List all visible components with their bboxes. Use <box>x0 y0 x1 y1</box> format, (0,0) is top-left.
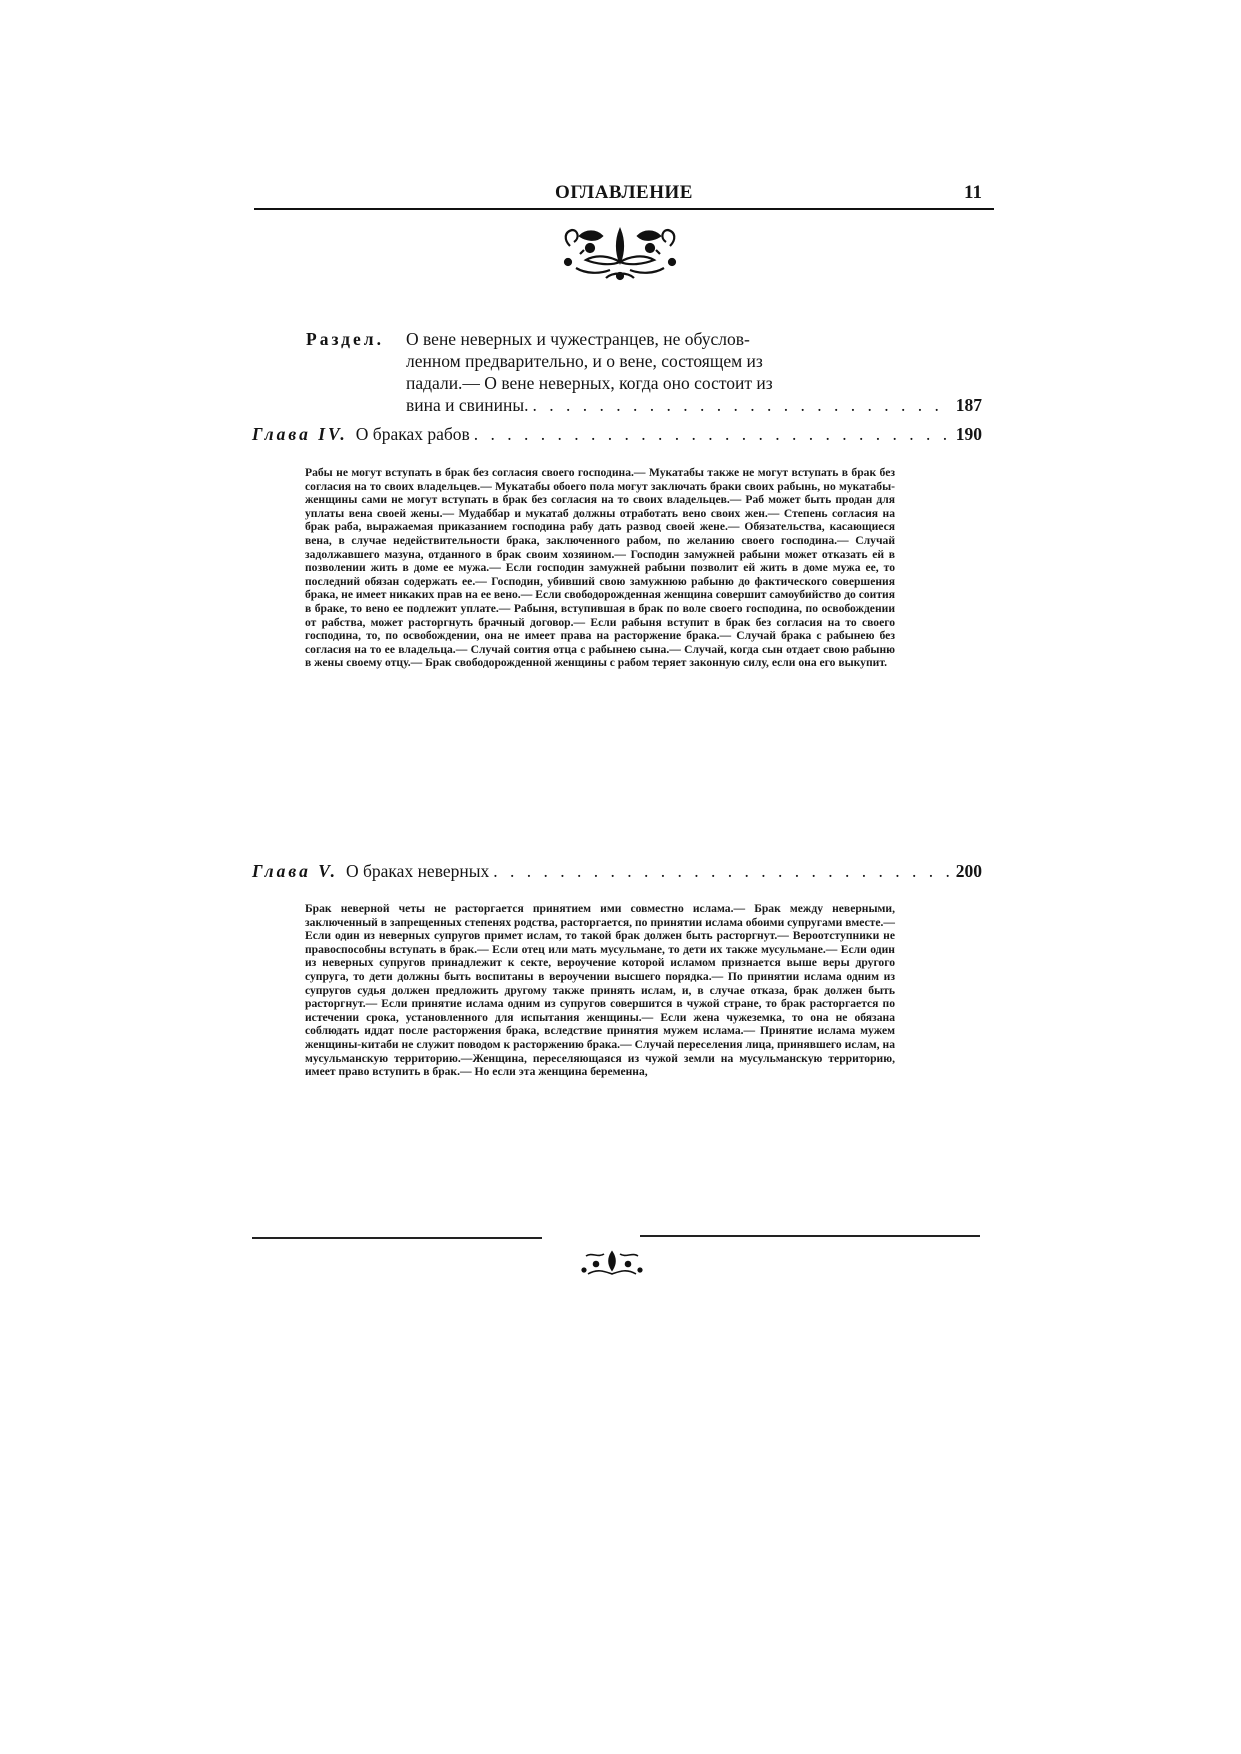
footer-rule-right <box>640 1235 980 1237</box>
section-page-number: 187 <box>955 395 982 415</box>
chapter-5-label: Глава V. <box>252 861 338 881</box>
chapter-4-summary: Рабы не могут вступать в брак без согласия своего господина.— Мукатабы также не могут вступать в брак без согласия на то своих владельцев.— Мукатабы обоего пола могут заключать браки своих рабынь, но мукатабы-женщины сами не могут вступать в брак без согласия на то своих владельцев.— Раб может быть продан для уплаты вена своей жены.— Мудаббар и мукатаб должны отработать вено своих жен.— Степень согласия на брак раба, выражаемая приказанием господина рабу дать развод своей жене.— Обязательства, касающиеся вена, в случае недействительности брака, заключенного рабом, по желанию своего господина.— Случай задолжавшего мазуна, отданного в брак своим хозяином.— Господин замужней рабыни может отказать ей в позволении жить в доме ее мужа.— Если господин замужней рабыни позволит ей жить в доме мужа ее, то последний обязан содержать ее.— Господин, убивший свою замужнюю рабыню до фактического совершения брака, не имеет никаких прав на ее вено.— Если свободорожденная женщина совершит самоубийство до соития в браке, то вено ее подлежит уплате.— Рабыня, вступившая в брак по воле своего господина, по освобождении от рабства, может расторгнуть брачный договор.— Если рабыня вступит в брак без согласия на то своего господина, то, по освобождении, она не имеет права на расторжение брака.— Случай брака с рабынею без согласия на то ее владельца.— Случай соития отца с рабынею сына.— Случай, когда сын отдает свою рабыню в жены своему отцу.— Брак свободорожденной женщины с рабом теряет законную силу, если она его выкупит. <box>305 466 895 670</box>
chapter-4-label: Глава IV. <box>252 424 348 444</box>
section-line: ленном предварительно, и о вене, состоящем из <box>406 351 763 371</box>
section-line: падали.— О вене неверных, когда оно состоит из <box>406 373 773 393</box>
dot-leader <box>533 394 952 416</box>
chapter-4-page-number: 190 <box>955 424 982 444</box>
toc-section-entry[interactable] <box>306 328 982 416</box>
section-line: О вене неверных и чужестранцев, не обуслов- <box>406 329 750 349</box>
dot-leader <box>474 423 952 445</box>
footer-rule-left <box>252 1237 542 1239</box>
floral-ornament-icon <box>556 222 684 284</box>
chapter-5-title: О браках неверных <box>346 861 490 881</box>
page-title: ОГЛАВЛЕНИЕ <box>555 182 693 203</box>
section-line: вина и свинины. <box>406 395 529 415</box>
header-rule <box>254 208 994 210</box>
page-number: 11 <box>964 182 982 203</box>
chapter-4-title: О браках рабов <box>355 424 470 444</box>
tail-ornament-icon <box>578 1248 646 1280</box>
dot-leader <box>493 860 952 882</box>
running-head <box>254 182 994 206</box>
chapter-5-summary: Брак неверной четы не расторгается принятием ими совместно ислама.— Брак между неверными, заключенный в запрещенных степенях родства, расторгается, по принятии ислама обоими супругами вместе.— Если один из неверных супругов примет ислам, то такой брак должен быть расторгнут.— Вероотступники не правоспособны вступать в брак.— Если отец или мать мусульмане, то дети их также мусульмане.— Если один из неверных супругов принадлежит к секте, вероучение которой исламом признается выше веры другого супруга, то дети должны быть воспитаны в вероучении высшего порядка.— По принятии ислама одним из супругов судья должен предложить другому также принять ислам, и, в случае отказа, брак должен быть расторгнут.— Если принятие ислама одним из супругов совершится в чужой стране, то брак расторгается по истечении срока, установленного для испытания женщины.— Если жена чужеземка, то она не обязана соблюдать иддат после расторжения брака, вследствие принятия мужем ислама.— Принятие ислама мужем женщины-китаби не служит поводом к расторжению брака.— Случай переселения лица, принявшего ислам, на мусульманскую территорию.—Женщина, переселяющаяся из чужой земли на мусульманскую территорию, имеет право вступить в брак.— Но если эта женщина беременна, <box>305 902 895 1079</box>
section-label: Раздел. <box>306 329 384 349</box>
chapter-5-page-number: 200 <box>955 861 982 881</box>
toc-chapter-4[interactable] <box>252 423 982 445</box>
toc-chapter-5[interactable] <box>252 860 982 882</box>
